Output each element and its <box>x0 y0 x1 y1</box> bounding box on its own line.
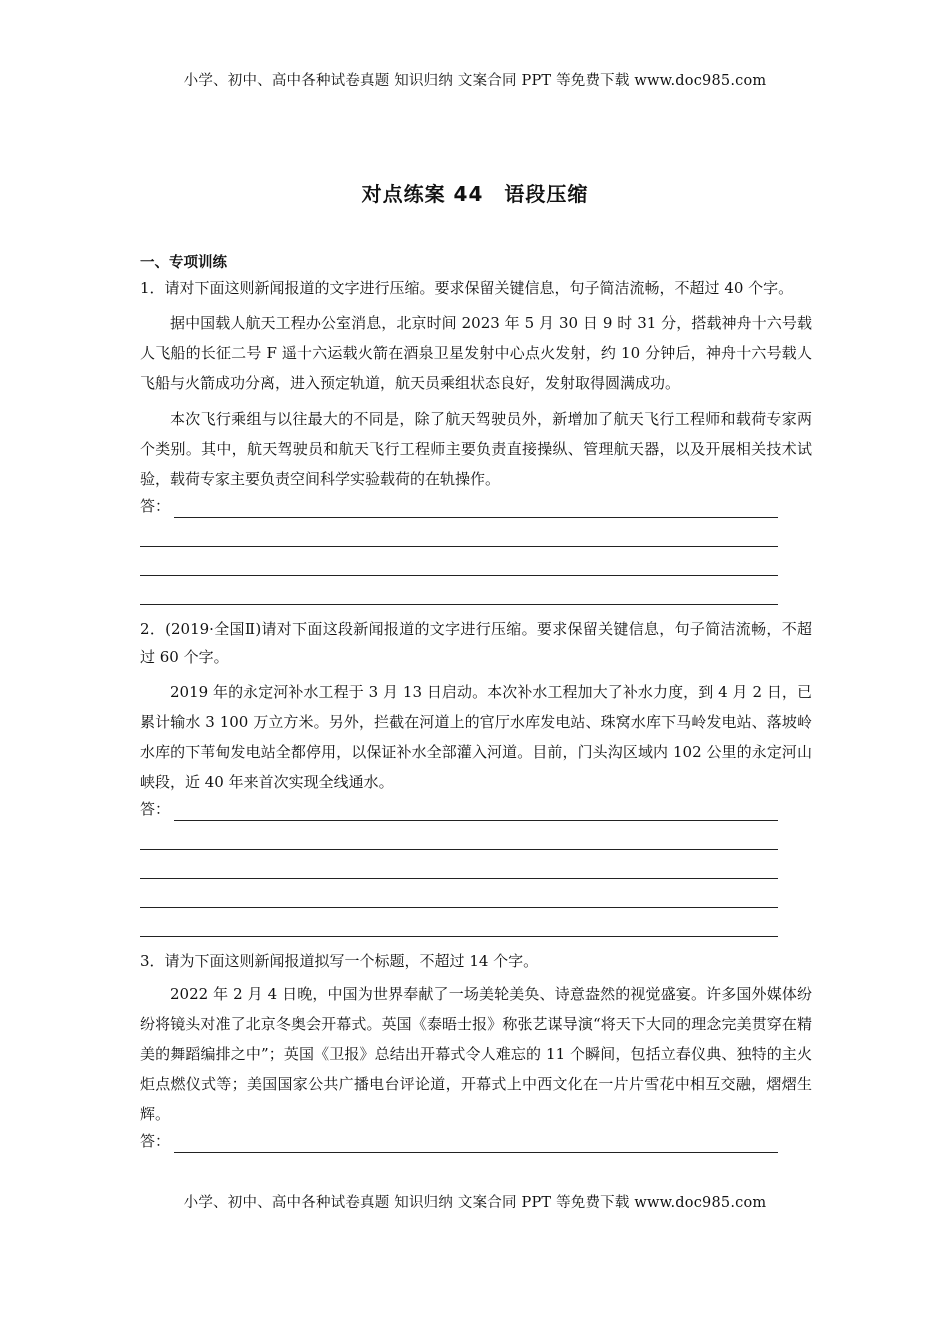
question-3-answer-line[interactable] <box>140 1129 812 1157</box>
exercise-content <box>140 252 812 1157</box>
question-2-answer-line[interactable] <box>140 797 812 825</box>
answer-label: 答： <box>140 800 171 818</box>
question-1-paragraph-1: 据中国载人航天工程办公室消息，北京时间 2023 年 5 月 30 日 9 时 31 分，搭载神舟十六号载人飞船的长征二号 F 遥十六运载火箭在酒泉卫星发射中心点火发射，约 10 分钟后，神舟十六号载人飞船与火箭成功分离，进入预定轨道，航天员乘组状态良好，发射取得圆满成功。 <box>140 314 812 392</box>
section-heading: 一、专项训练 <box>140 255 227 271</box>
question-3-paragraph-1: 2022 年 2 月 4 日晚，中国为世界奉献了一场美轮美奂、诗意盎然的视觉盛宴。许多国外媒体纷纷将镜头对准了北京冬奥会开幕式。英国《泰晤士报》称张艺谋导演“将天下大同的理念完美贯穿在精美的舞蹈编排之中”；英国《卫报》总结出开幕式令人难忘的 11 个瞬间，包括立春仪典、独特的主火炬点燃仪式等；美国国家公共广播电台评论道，开幕式上中西文化在一片片雪花中相互交融，熠熠生辉。 <box>140 985 812 1123</box>
question-2-prompt: 2．(2019·全国Ⅱ)请对下面这段新闻报道的文字进行压缩。要求保留关键信息，句子简洁流畅，不超过 60 个字。 <box>140 620 812 666</box>
question-1-prompt: 1．请对下面这则新闻报道的文字进行压缩。要求保留关键信息，句子简洁流畅，不超过 40 个字。 <box>140 279 794 297</box>
question-2-paragraph-1: 2019 年的永定河补水工程于 3 月 13 日启动。本次补水工程加大了补水力度，到 4 月 2 日，已累计输水 3 100 万立方米。另外，拦截在河道上的官厅水库发电站、珠窝水库下马岭发电站、落坡岭水库的下苇甸发电站全都停用，以保证补水全部灌入河道。目前，门头沟区域内 102 公里的永定河山峡段，近 40 年来首次实现全线通水。 <box>140 683 812 791</box>
question-1-answer-line[interactable] <box>140 551 812 580</box>
question-2-answer-line[interactable] <box>140 912 812 941</box>
answer-underline <box>140 849 778 850</box>
answer-underline <box>174 820 778 821</box>
question-1-answer-line[interactable] <box>140 494 812 522</box>
page-footer: 小学、初中、高中各种试卷真题 知识归纳 文案合同 PPT 等免费下载 www.doc985.com <box>183 1195 767 1211</box>
answer-underline <box>174 1152 778 1153</box>
answer-underline <box>140 878 778 879</box>
answer-underline <box>140 546 778 547</box>
answer-label: 答： <box>140 497 171 515</box>
question-2-answer-line[interactable] <box>140 854 812 883</box>
page-header: 小学、初中、高中各种试卷真题 知识归纳 文案合同 PPT 等免费下载 www.doc985.com <box>183 73 767 89</box>
question-1-paragraph-2: 本次飞行乘组与以往最大的不同是，除了航天驾驶员外，新增加了航天飞行工程师和载荷专家两个类别。其中，航天驾驶员和航天飞行工程师主要负责直接操纵、管理航天器，以及开展相关技术试验，载荷专家主要负责空间科学实验载荷的在轨操作。 <box>140 410 812 488</box>
question-1-answer-line[interactable] <box>140 580 812 609</box>
question-3-prompt: 3．请为下面这则新闻报道拟写一个标题，不超过 14 个字。 <box>140 952 539 970</box>
answer-underline <box>174 517 778 518</box>
answer-underline <box>140 907 778 908</box>
answer-label: 答： <box>140 1132 171 1150</box>
answer-underline <box>140 604 778 605</box>
question-2-answer-line[interactable] <box>140 883 812 912</box>
answer-underline <box>140 575 778 576</box>
question-1-answer-line[interactable] <box>140 522 812 551</box>
answer-underline <box>140 936 778 937</box>
page-title: 对点练案 44 语段压缩 <box>361 182 589 206</box>
question-2-answer-line[interactable] <box>140 825 812 854</box>
